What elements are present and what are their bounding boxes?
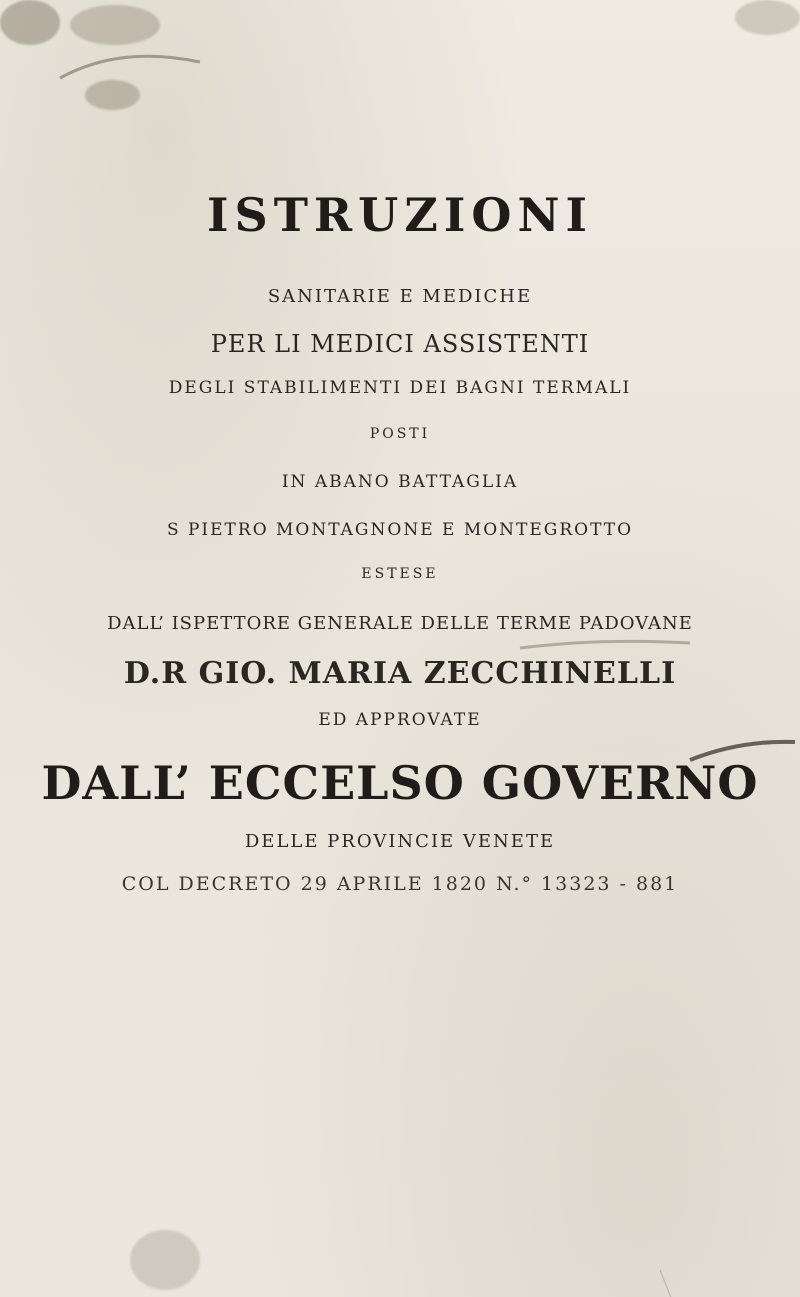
provinces-line: DELLE PROVINCIE VENETE xyxy=(244,831,556,852)
document-title: ISTRUZIONI xyxy=(206,188,594,242)
approval-line: ED APPROVATE xyxy=(318,710,482,730)
government-heading: DALL’ ECCELSO GOVERNO xyxy=(41,756,759,810)
author-role-line: DALL’ ISPETTORE GENERALE DELLE TERME PADOVANE xyxy=(107,613,693,634)
subtitle-line-7: ESTESE xyxy=(361,566,439,582)
subtitle-line-5: IN ABANO BATTAGLIA xyxy=(281,472,519,492)
decree-line: COL DECRETO 29 APRILE 1820 N.° 13323 - 881 xyxy=(121,873,679,895)
subtitle-line-2: PER LI MEDICI ASSISTENTI xyxy=(210,330,590,358)
author-name: D.R GIO. MARIA ZECCHINELLI xyxy=(123,656,677,691)
subtitle-line-4: POSTI xyxy=(369,426,431,442)
subtitle-line-3: DEGLI STABILIMENTI DEI BAGNI TERMALI xyxy=(168,378,632,398)
subtitle-line-1: SANITARIE E MEDICHE xyxy=(267,286,533,307)
subtitle-line-6: S PIETRO MONTAGNONE E MONTEGROTTO xyxy=(166,520,634,540)
